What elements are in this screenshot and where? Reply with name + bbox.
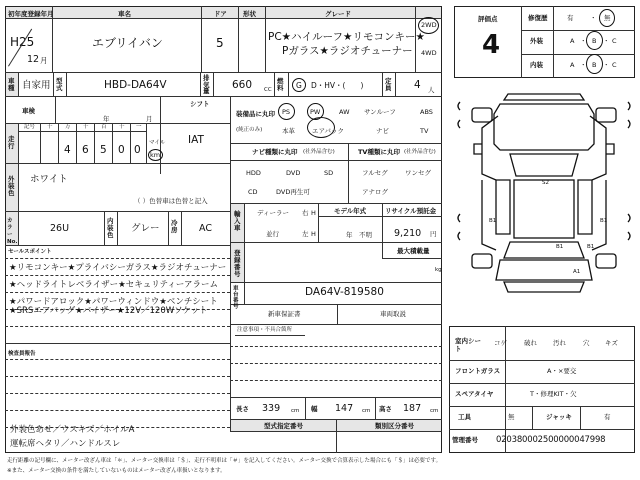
manual: 車両取説 [380, 310, 406, 318]
navi-dvd: DVD [286, 169, 301, 177]
exterior-note: （ ）色替車は色替と記入 [134, 197, 208, 205]
int-dot2: ・ [603, 61, 610, 69]
fuel-g: G [296, 81, 302, 90]
mileage-digit-2: 5 [100, 144, 107, 156]
displacement-label: 排気量 [203, 74, 210, 95]
recycle-label: リサイクル預託金 [385, 207, 437, 215]
height-value: 187 [403, 403, 422, 414]
navi-label: ナビ種類に丸印 [252, 148, 298, 156]
manage-label: 管理番号 [452, 436, 478, 444]
recycle-value: 9,210 [394, 228, 422, 239]
shift-label: シフト [190, 100, 210, 108]
color-code-label: カラーNo. [7, 218, 18, 246]
ext-grade-c: C [612, 37, 617, 45]
sales-point-4: ★SRSエアバッグ★バイザー★12V／120Wソケット [9, 306, 208, 316]
equip-aw: AW [339, 108, 350, 116]
spare-label: スペアタイヤ [455, 390, 494, 398]
import-left: 左 [302, 230, 309, 238]
seat-yabure: 破れ [524, 339, 537, 347]
seat-yogore: 汚れ [553, 339, 566, 347]
repair-label: 修復歴 [528, 14, 548, 22]
inspection-label: 車検 [22, 107, 35, 115]
spare-value: T・修理KIT・欠 [530, 390, 577, 398]
inspection-month-unit: 月 [146, 115, 153, 123]
mileage-digit-3: 0 [118, 144, 125, 156]
equip-tv: TV [420, 127, 429, 135]
ext-grade-b: B [592, 37, 597, 45]
mileage-digit-1: 6 [82, 144, 89, 156]
width-label: 幅 [311, 405, 318, 413]
kind-label: 車種 [8, 77, 15, 92]
displacement-value: 660 [232, 79, 253, 91]
navi-cd: CD [248, 188, 258, 196]
reg-month-unit: 月 [40, 56, 48, 65]
glass-label: フロントガラス [455, 367, 501, 375]
int-grade-c: C [612, 61, 617, 69]
interior-label: 内装色 [107, 217, 114, 240]
tv-fullseg: フルセグ [362, 169, 388, 177]
seat-label: 室内シート [455, 337, 481, 353]
inspector-label: 検査員報告 [8, 351, 36, 357]
interior-value: グレー [131, 223, 160, 234]
ac-label: 冷房 [171, 219, 178, 235]
equipment-label: 装備品に丸印 [236, 110, 275, 118]
navi-sd: SD [324, 169, 334, 177]
sales-point-3: ★パワードアロック★パワーウィンドウ★ベンチシート [9, 297, 218, 307]
equip-abs: ABS [420, 108, 433, 116]
main-form [5, 6, 442, 453]
exterior-label: 外装色 [8, 175, 15, 198]
exterior-color: ホワイト [30, 174, 68, 185]
mileage-unit-2: 万 [65, 124, 71, 130]
model-year-value: 年 不明 [346, 231, 372, 239]
tv-analog: アナログ [362, 188, 388, 196]
manage-value: 020380002500000047998 [496, 435, 606, 445]
sales-points-label: セールスポイント [8, 249, 52, 255]
notes-label: 注意事項・不具合箇所 [237, 327, 293, 333]
navi-hdd: HDD [246, 169, 261, 177]
equip-pw: PW [310, 108, 321, 116]
int-grade-a: A [570, 61, 575, 69]
ac-value: AC [199, 223, 212, 234]
fuel-label: 燃料 [277, 77, 284, 92]
max-load-label: 最大積載量 [397, 247, 430, 255]
capacity-value: 4 [414, 79, 421, 91]
height-label: 高さ [379, 405, 392, 413]
model-year-label: モデル年式 [334, 207, 367, 215]
tv-oneseg: ワンセグ [405, 169, 431, 177]
import-parallel: 並行 [266, 230, 279, 238]
drive-2wd: 2WD [421, 21, 437, 29]
equip-airbag: エアバック [312, 127, 344, 135]
navi-label-sub: (社外品含む) [303, 149, 335, 155]
height-unit: cm [430, 408, 439, 414]
tools-label: 工具 [458, 413, 471, 421]
capacity-unit: 人 [428, 86, 435, 94]
equip-ps: PS [282, 108, 291, 116]
reg-number-label: 登録番号 [234, 249, 241, 279]
damage-b1-left: B1 [556, 244, 564, 250]
mileage-digit-4: 0 [134, 144, 141, 156]
width-unit: cm [362, 408, 371, 414]
damage-b1-left-top: B1 [489, 218, 497, 224]
fuel-other: D・HV・( ) [311, 81, 364, 90]
import-right: 右 [302, 209, 309, 217]
mileage-unit-6: 一 [136, 124, 142, 130]
repair-yes: 有 [567, 14, 574, 22]
inspection-year-unit: 年 [103, 115, 110, 123]
grade-line2: Pガラス★ラジオチューナー [282, 45, 413, 57]
mileage-label: 走行 [8, 135, 15, 150]
car-name-label: 車名 [118, 10, 131, 18]
door-label: ドア [214, 10, 227, 18]
inspector-line1: 外装色あせ／ウスキズ／ホイルA [10, 425, 135, 435]
cc-unit: CC [264, 87, 272, 93]
model-spec-label: 型式指定番号 [264, 422, 303, 430]
inspector-line2: 運転席ヘタリ／ハンドルスレ [10, 439, 121, 449]
int-grade-b: B [592, 61, 597, 69]
seat-koge: コゲ [494, 339, 507, 347]
recycle-unit: 円 [430, 230, 437, 238]
int-label: 内装 [530, 61, 543, 69]
tv-label: TV種類に丸印 [358, 148, 400, 156]
sales-point-1: ★リモコンキー★プライバシーガラス★ラジオチューナー [9, 263, 227, 273]
mileage-digit-0: 4 [64, 144, 71, 156]
import-h1: H [311, 209, 316, 217]
footer-line1: 走行距離の記号欄に、メーター改ざん車は「＊」、メーター交換車は「＄」、走行不明車は「＃」を記入してください。メーター交換で合算表示した場合にも「＄」は必要です。 [7, 458, 442, 464]
equipment-sub: (純正のみ) [236, 127, 263, 133]
jack-value: 有 [604, 413, 611, 421]
mileage-unit-0: 記号 [24, 124, 36, 130]
doors: 5 [216, 36, 224, 50]
ext-label: 外装 [530, 37, 543, 45]
ext-dot1: ・ [580, 37, 587, 45]
import-h2: H [311, 230, 316, 238]
navi-dvd-play: DVD再生可 [276, 188, 310, 196]
damage-s2: S2 [542, 180, 549, 186]
shift-value: IAT [188, 134, 204, 146]
equip-navi: ナビ [376, 127, 389, 135]
capacity-label: 定員 [385, 77, 392, 92]
new-warranty: 新車保証書 [268, 310, 301, 318]
mileage-unit-mile: マイル [149, 140, 166, 146]
repair-sep: ・ [590, 14, 597, 22]
mileage-unit-km: km [150, 151, 161, 159]
grade-line1: PC★ハイルーフ★リモコンキー★ [268, 31, 425, 43]
max-load-unit: kg [435, 267, 442, 273]
footer-line2: ※また、メーター交換の条件を満たしていないものはメーター改ざん車扱いとなります。 [7, 468, 226, 474]
ext-grade-a: A [570, 37, 575, 45]
tv-label-sub: (社外品含む) [404, 149, 436, 155]
length-label: 長さ [236, 405, 249, 413]
model-value: HBD-DA64V [104, 79, 167, 91]
reg-month: 12 [27, 54, 40, 65]
score-label: 評価点 [478, 15, 498, 23]
jack-label: ジャッキ [546, 413, 572, 421]
import-label: 輸入車 [234, 210, 241, 233]
repair-no: 無 [604, 14, 611, 22]
drive-4wd: 4WD [421, 49, 437, 57]
seat-ana: 穴 [583, 339, 590, 347]
shape-label: 形状 [243, 10, 256, 18]
score-value: 4 [482, 30, 501, 60]
mileage-unit-1: 十 [47, 124, 53, 130]
width-value: 147 [335, 403, 354, 414]
reg-year: H25 [10, 35, 35, 49]
car-damage-diagram [452, 84, 636, 324]
mileage-unit-5: 十 [119, 124, 125, 130]
grade-label: グレード [325, 10, 351, 18]
kind-value: 自家用 [22, 80, 51, 91]
mileage-unit-3: 千 [83, 124, 89, 130]
int-dot1: ・ [580, 61, 587, 69]
model-label: 型式 [56, 77, 63, 92]
tools-value: 無 [508, 413, 515, 421]
damage-a1: A1 [573, 269, 581, 275]
equip-sunroof: サンルーフ [364, 108, 396, 116]
color-code: 26U [50, 223, 70, 234]
length-value: 339 [262, 403, 281, 414]
ext-dot2: ・ [603, 37, 610, 45]
import-dealer: ディーラー [257, 209, 289, 217]
sales-point-2: ★ヘッドライトレベライザー★セキュリティーアラーム [9, 280, 218, 290]
chassis-value: DA64V-819580 [305, 286, 384, 298]
equip-leather: 本革 [282, 127, 295, 135]
car-name: エブリイバン [92, 36, 163, 50]
chassis-label: 車台番号 [233, 286, 239, 311]
mileage-unit-4: 百 [101, 124, 107, 130]
damage-b1-right: B1 [587, 244, 595, 250]
length-unit: cm [291, 408, 300, 414]
glass-value: A・×要交 [547, 367, 577, 375]
first-reg-label: 初年度登録年月 [8, 10, 54, 18]
category-label: 類別区分番号 [375, 422, 414, 430]
seat-kizu: キズ [605, 339, 618, 347]
damage-b1-right-top: B1 [600, 218, 608, 224]
